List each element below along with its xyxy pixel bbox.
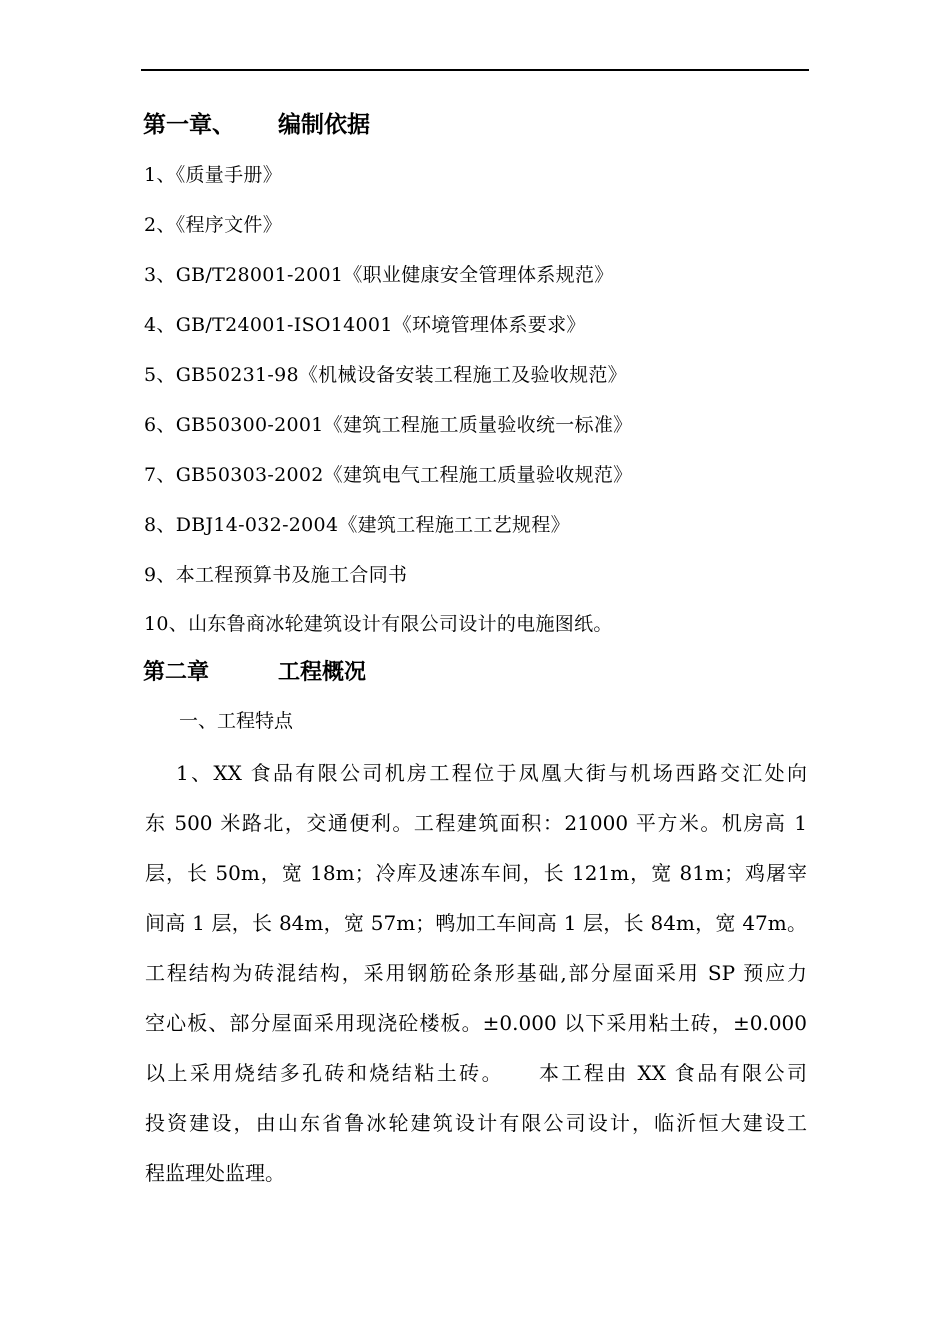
section-heading: 一、工程特点: [179, 710, 294, 732]
reference-item: 5、GB50231-98《机械设备安装工程施工及验收规范》: [144, 364, 627, 386]
reference-item: 8、DBJ14-032-2004《建筑工程施工工艺规程》: [144, 514, 570, 536]
reference-item: 1、《质量手册》: [144, 164, 282, 186]
chapter-1-number: 第一章、: [143, 112, 235, 138]
reference-item: 3、GB/T28001-2001《职业健康安全管理体系规范》: [144, 264, 614, 286]
paragraph-line: 间高 1 层，长 84m，宽 57m；鸭加工车间高 1 层，长 84m，宽 47m。: [145, 911, 807, 935]
paragraph-line: 层，长 50m，宽 18m；冷库及速冻车间，长 121m，宽 81m；鸡屠宰: [145, 861, 807, 885]
reference-item: 7、GB50303-2002《建筑电气工程施工质量验收规范》: [144, 464, 633, 486]
chapter-2-heading: [143, 655, 367, 686]
paragraph-line: 投资建设，由山东省鲁冰轮建筑设计有限公司设计，临沂恒大建设工: [145, 1111, 807, 1135]
paragraph-line: 1、XX 食品有限公司机房工程位于凤凰大街与机场西路交汇处向: [176, 761, 807, 785]
reference-item: 10、山东鲁商冰轮建筑设计有限公司设计的电施图纸。: [144, 613, 613, 635]
chapter-2-number: 第二章: [143, 660, 210, 685]
reference-item: 9、本工程预算书及施工合同书: [144, 564, 408, 586]
paragraph-line: 东 500 米路北，交通便利。工程建筑面积：21000 平方米。机房高 1: [145, 811, 807, 835]
header-rule: [141, 69, 809, 71]
reference-item: 6、GB50300-2001《建筑工程施工质量验收统一标准》: [144, 414, 633, 436]
paragraph-line: 空心板、部分屋面采用现浇砼楼板。±0.000 以下采用粘土砖，±0.000: [145, 1011, 807, 1035]
paragraph-line: 以上采用烧结多孔砖和烧结粘土砖。 本工程由 XX 食品有限公司: [145, 1061, 807, 1085]
chapter-1-title: 编制依据: [278, 112, 370, 138]
chapter-1-heading: [143, 106, 370, 139]
paragraph-line: 程监理处监理。: [145, 1161, 285, 1185]
chapter-2-title: 工程概况: [278, 660, 367, 685]
reference-item: 2、《程序文件》: [144, 214, 282, 236]
paragraph-line: 工程结构为砖混结构，采用钢筋砼条形基础,部分屋面采用 SP 预应力: [145, 961, 807, 985]
reference-item: 4、GB/T24001-ISO14001《环境管理体系要求》: [144, 314, 586, 336]
